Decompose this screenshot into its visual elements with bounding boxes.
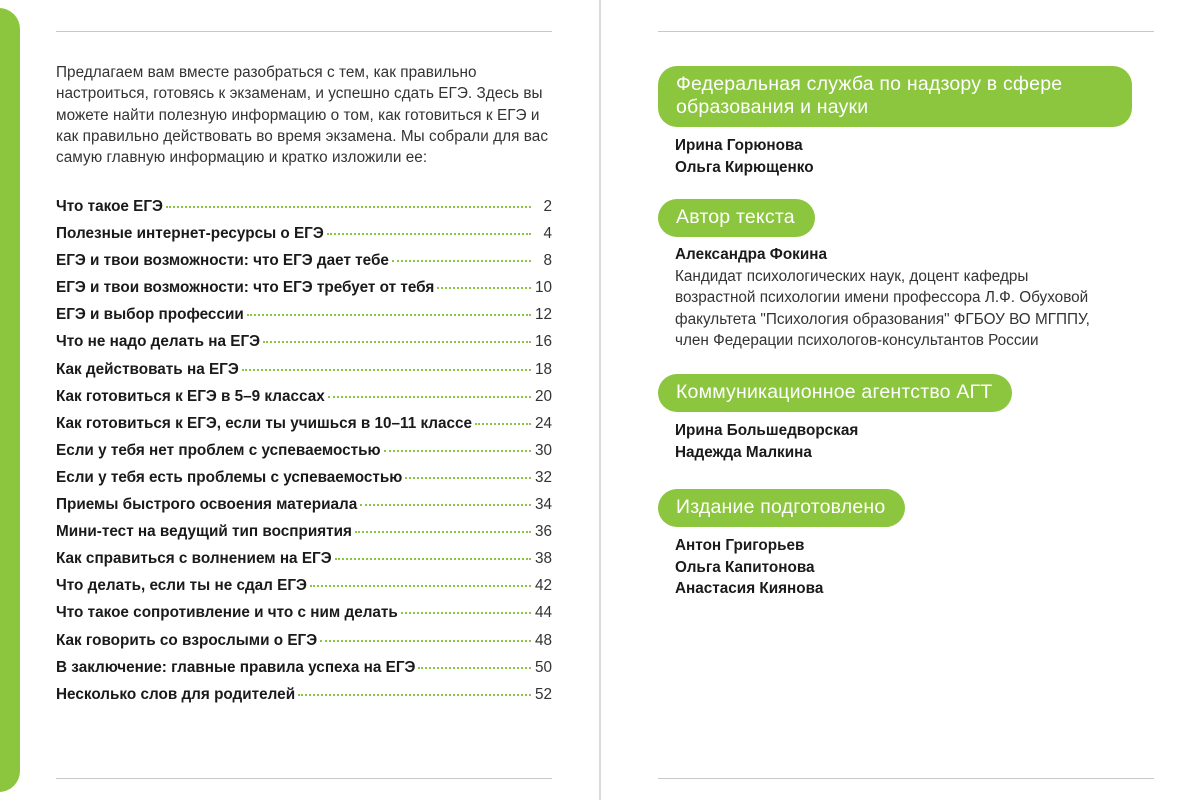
toc-title: Приемы быстрого освоения материала	[56, 496, 358, 514]
toc-title: Если у тебя есть проблемы с успеваемостью	[56, 468, 403, 486]
toc-item[interactable]	[56, 577, 552, 604]
author-block	[675, 244, 1090, 352]
toc-leader-dots	[418, 667, 531, 669]
toc-page-number: 8	[543, 252, 552, 270]
author-description-line: член Федерации психологов-консультантов России	[675, 332, 1039, 350]
toc-page-number: 12	[534, 306, 552, 324]
toc-item[interactable]	[56, 333, 552, 360]
toc-page-number: 24	[534, 414, 552, 432]
toc-page-number: 44	[534, 604, 552, 622]
toc-title: ЕГЭ и твои возможности: что ЕГЭ требует от тебя	[56, 279, 435, 297]
staff-list-agency	[675, 420, 858, 463]
toc-page-number: 50	[534, 658, 552, 676]
section-heading-prepared-by	[658, 489, 905, 527]
toc-leader-dots	[475, 423, 531, 425]
toc-page-number: 42	[534, 577, 552, 595]
toc-item[interactable]	[56, 632, 552, 659]
staff-list-rosobrnadzor	[675, 135, 814, 178]
toc-item[interactable]	[56, 442, 552, 469]
toc-title: Что не надо делать на ЕГЭ	[56, 333, 261, 351]
heading-text: Коммуникационное агентство АГТ	[676, 381, 993, 403]
toc-item[interactable]	[56, 415, 552, 442]
person-name: Ирина Горюнова	[675, 137, 803, 154]
staff-list-prepared-by	[675, 535, 823, 600]
intro-text: Предлагаем вам вместе разобраться с тем, как правильно настроиться, готовясь к экзаменам, и успешно сдать ЕГЭ. Здесь вы можете найти полезную информацию о том, как готовиться к ЕГЭ и как правильно действовать во время экзамена. Мы собрали для вас самую главную информацию и кратко изложили ее:	[56, 64, 549, 167]
person-name: Ольга Кирющенко	[675, 158, 814, 176]
toc-leader-dots	[384, 450, 531, 452]
toc-leader-dots	[401, 612, 531, 614]
toc-item[interactable]	[56, 469, 552, 496]
toc-leader-dots	[405, 477, 531, 479]
toc-leader-dots	[298, 694, 531, 696]
toc-leader-dots	[335, 558, 531, 560]
toc-item[interactable]	[56, 686, 552, 713]
toc-page-number: 38	[534, 550, 552, 568]
toc-page-number: 48	[534, 631, 552, 649]
toc-page-number: 36	[534, 523, 552, 541]
toc-page-number: 4	[543, 225, 552, 243]
person-name: Александра Фокина	[675, 246, 827, 263]
toc-title: В заключение: главные правила успеха на ЕГЭ	[56, 658, 416, 676]
toc-title: Несколько слов для родителей	[56, 685, 296, 703]
toc-page-number: 34	[534, 496, 552, 514]
toc-title: Как справиться с волнением на ЕГЭ	[56, 550, 332, 568]
toc-page-number: 52	[534, 685, 552, 703]
author-description-line: Кандидат психологических наук, доцент кафедры	[675, 267, 1029, 285]
author-description-line: возрастной психологии имени профессора Л.Ф. Обуховой	[675, 289, 1089, 307]
table-of-contents	[56, 198, 552, 713]
toc-page-number: 2	[543, 198, 552, 215]
heading-line: образования и науки	[676, 96, 869, 118]
toc-title: Если у тебя нет проблем с успеваемостью	[56, 441, 381, 459]
toc-leader-dots	[247, 314, 531, 316]
left-page	[56, 0, 552, 800]
person-name: Ольга Капитонова	[675, 558, 815, 576]
toc-leader-dots	[355, 531, 531, 533]
section-heading-rosobrnadzor	[658, 66, 1132, 127]
toc-page-number: 16	[534, 333, 552, 351]
toc-page-number: 18	[534, 360, 552, 378]
toc-leader-dots	[360, 504, 531, 506]
heading-text: Автор текста	[676, 206, 795, 228]
toc-title: ЕГЭ и твои возможности: что ЕГЭ дает тебе	[56, 252, 389, 270]
heading-text: Издание подготовлено	[676, 496, 886, 518]
toc-item[interactable]	[56, 306, 552, 333]
toc-leader-dots	[392, 260, 531, 262]
person-name: Надежда Малкина	[675, 443, 812, 461]
toc-leader-dots	[263, 341, 531, 343]
toc-leader-dots	[437, 287, 531, 289]
toc-leader-dots	[242, 369, 531, 371]
toc-item[interactable]	[56, 604, 552, 631]
toc-title: Как говорить со взрослыми о ЕГЭ	[56, 631, 318, 649]
toc-leader-dots	[310, 585, 531, 587]
toc-item[interactable]	[56, 550, 552, 577]
right-page	[658, 0, 1154, 800]
toc-leader-dots	[328, 396, 531, 398]
person-name: Ирина Большедворская	[675, 422, 859, 439]
toc-title: Мини-тест на ведущий тип восприятия	[56, 523, 352, 541]
section-heading-agency	[658, 374, 1012, 412]
toc-title: Как готовиться к ЕГЭ в 5–9 классах	[56, 387, 325, 405]
toc-page-number: 32	[534, 468, 552, 486]
toc-item[interactable]	[56, 388, 552, 415]
page-spine	[599, 0, 601, 800]
toc-title: Что делать, если ты не сдал ЕГЭ	[56, 577, 307, 595]
toc-item[interactable]	[56, 659, 552, 686]
toc-title: Как готовиться к ЕГЭ, если ты учишься в 10–11 классе	[56, 414, 473, 432]
toc-leader-dots	[166, 206, 531, 208]
toc-page-number: 10	[534, 279, 552, 297]
toc-page-number: 20	[534, 387, 552, 405]
toc-leader-dots	[320, 640, 531, 642]
toc-title: Что такое ЕГЭ	[56, 198, 163, 215]
toc-item[interactable]	[56, 361, 552, 388]
toc-item[interactable]	[56, 198, 552, 225]
toc-item[interactable]	[56, 252, 552, 279]
toc-item[interactable]	[56, 225, 552, 252]
toc-title: Как действовать на ЕГЭ	[56, 360, 239, 378]
person-name: Антон Григорьев	[675, 537, 805, 554]
toc-item[interactable]	[56, 523, 552, 550]
toc-item[interactable]	[56, 279, 552, 306]
toc-title: ЕГЭ и выбор профессии	[56, 306, 244, 324]
toc-item[interactable]	[56, 496, 552, 523]
toc-title: Полезные интернет-ресурсы о ЕГЭ	[56, 225, 324, 243]
toc-page-number: 30	[534, 441, 552, 459]
heading-line: Федеральная служба по надзору в сфере	[676, 73, 1063, 95]
section-heading-author	[658, 199, 815, 237]
toc-leader-dots	[327, 233, 531, 235]
author-description-line: факультета "Психология образования" ФГБОУ ВО МГППУ,	[675, 310, 1090, 328]
toc-title: Что такое сопротивление и что с ним делать	[56, 604, 398, 622]
person-name: Анастасия Киянова	[675, 580, 824, 598]
green-edge-decoration	[0, 8, 20, 792]
